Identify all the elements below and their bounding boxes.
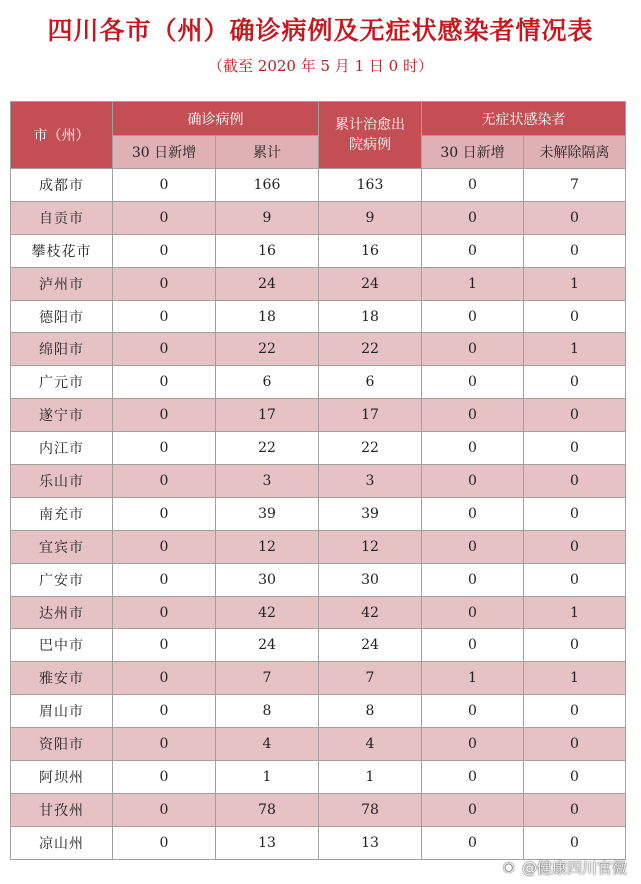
cell-cured: 24 xyxy=(319,267,422,300)
cell-asym-iso: 0 xyxy=(524,432,626,465)
table-row xyxy=(11,629,626,662)
cell-new: 0 xyxy=(113,300,216,333)
cell-city: 成都市 xyxy=(11,169,113,202)
cell-asym-new: 0 xyxy=(422,596,524,629)
cell-asym-iso: 0 xyxy=(524,234,626,267)
cell-total: 39 xyxy=(216,497,319,530)
cell-city: 阿坝州 xyxy=(11,761,113,794)
cell-asym-new: 0 xyxy=(422,465,524,498)
cell-total: 7 xyxy=(216,662,319,695)
cell-new: 0 xyxy=(113,761,216,794)
col-header-city: 市（州） xyxy=(11,102,113,169)
cell-cured: 7 xyxy=(319,662,422,695)
cell-new: 0 xyxy=(113,695,216,728)
cell-total: 9 xyxy=(216,201,319,234)
table-row xyxy=(11,563,626,596)
cell-total: 16 xyxy=(216,234,319,267)
page-subtitle: （截至 2020 年 5 月 1 日 0 时） xyxy=(208,57,433,75)
group-header-confirmed: 确诊病例 xyxy=(113,102,319,136)
table-row xyxy=(11,432,626,465)
cell-asym-new: 0 xyxy=(422,497,524,530)
table-row xyxy=(11,793,626,826)
cell-asym-iso: 0 xyxy=(524,201,626,234)
cell-cured: 12 xyxy=(319,530,422,563)
cell-cured: 24 xyxy=(319,629,422,662)
table-row xyxy=(11,169,626,202)
cell-asym-iso: 0 xyxy=(524,465,626,498)
cell-new: 0 xyxy=(113,333,216,366)
cell-asym-iso: 0 xyxy=(524,629,626,662)
cell-cured: 8 xyxy=(319,695,422,728)
table-header xyxy=(11,102,626,169)
weibo-icon: ◉ xyxy=(502,859,515,875)
cell-cured: 16 xyxy=(319,234,422,267)
cell-asym-iso: 0 xyxy=(524,761,626,794)
cell-asym-new: 0 xyxy=(422,201,524,234)
cell-city: 德阳市 xyxy=(11,300,113,333)
cell-new: 0 xyxy=(113,169,216,202)
cell-total: 3 xyxy=(216,465,319,498)
cell-cured: 39 xyxy=(319,497,422,530)
watermark xyxy=(503,857,627,878)
cell-cured: 78 xyxy=(319,793,422,826)
cell-new: 0 xyxy=(113,728,216,761)
table-row xyxy=(11,596,626,629)
cell-new: 0 xyxy=(113,793,216,826)
cell-asym-iso: 0 xyxy=(524,563,626,596)
case-table xyxy=(10,101,626,860)
cell-new: 0 xyxy=(113,399,216,432)
case-table-container xyxy=(10,101,625,860)
group-header-asymptomatic: 无症状感染者 xyxy=(422,102,626,136)
cell-asym-new: 1 xyxy=(422,267,524,300)
cell-asym-iso: 7 xyxy=(524,169,626,202)
cell-city: 眉山市 xyxy=(11,695,113,728)
cell-asym-new: 0 xyxy=(422,629,524,662)
cell-cured: 6 xyxy=(319,366,422,399)
cell-total: 8 xyxy=(216,695,319,728)
cell-total: 6 xyxy=(216,366,319,399)
table-row xyxy=(11,366,626,399)
cell-city: 自贡市 xyxy=(11,201,113,234)
cell-asym-new: 0 xyxy=(422,695,524,728)
cell-total: 1 xyxy=(216,761,319,794)
col-header-cured xyxy=(319,102,422,169)
cell-asym-iso: 1 xyxy=(524,333,626,366)
cell-total: 22 xyxy=(216,432,319,465)
cell-new: 0 xyxy=(113,432,216,465)
cell-asym-iso: 0 xyxy=(524,497,626,530)
page-title: 四川各市（州）确诊病例及无症状感染者情况表 xyxy=(47,16,594,45)
cell-asym-new: 0 xyxy=(422,169,524,202)
cell-asym-new: 0 xyxy=(422,793,524,826)
cell-city: 南充市 xyxy=(11,497,113,530)
table-row xyxy=(11,234,626,267)
cell-total: 30 xyxy=(216,563,319,596)
cell-asym-iso: 0 xyxy=(524,399,626,432)
cell-total: 78 xyxy=(216,793,319,826)
cell-asym-new: 0 xyxy=(422,300,524,333)
cell-cured: 1 xyxy=(319,761,422,794)
col-header-new-30: 30 日新增 xyxy=(113,136,216,169)
cell-city: 内江市 xyxy=(11,432,113,465)
cell-asym-iso: 0 xyxy=(524,826,626,859)
table-row xyxy=(11,399,626,432)
cell-asym-iso: 0 xyxy=(524,695,626,728)
cell-cured: 17 xyxy=(319,399,422,432)
cell-city: 达州市 xyxy=(11,596,113,629)
cell-total: 12 xyxy=(216,530,319,563)
cell-asym-new: 0 xyxy=(422,366,524,399)
cell-new: 0 xyxy=(113,267,216,300)
cell-cured: 13 xyxy=(319,826,422,859)
cell-city: 遂宁市 xyxy=(11,399,113,432)
col-header-cumulative: 累计 xyxy=(216,136,319,169)
cell-cured: 9 xyxy=(319,201,422,234)
table-row xyxy=(11,300,626,333)
cell-city: 泸州市 xyxy=(11,267,113,300)
cell-total: 24 xyxy=(216,629,319,662)
cell-asym-new: 0 xyxy=(422,826,524,859)
table-row xyxy=(11,267,626,300)
cell-asym-iso: 1 xyxy=(524,596,626,629)
table-row xyxy=(11,761,626,794)
table-row xyxy=(11,497,626,530)
cell-asym-new: 0 xyxy=(422,530,524,563)
cell-cured: 22 xyxy=(319,333,422,366)
cell-asym-iso: 0 xyxy=(524,728,626,761)
cell-total: 42 xyxy=(216,596,319,629)
cell-asym-new: 0 xyxy=(422,432,524,465)
table-row xyxy=(11,826,626,859)
table-row xyxy=(11,333,626,366)
cell-city: 绵阳市 xyxy=(11,333,113,366)
cell-new: 0 xyxy=(113,530,216,563)
cell-asym-iso: 0 xyxy=(524,300,626,333)
cell-total: 4 xyxy=(216,728,319,761)
cell-cured: 42 xyxy=(319,596,422,629)
cell-new: 0 xyxy=(113,629,216,662)
cell-city: 凉山州 xyxy=(11,826,113,859)
cell-asym-iso: 1 xyxy=(524,267,626,300)
cell-asym-new: 0 xyxy=(422,563,524,596)
cell-new: 0 xyxy=(113,201,216,234)
cell-city: 攀枝花市 xyxy=(11,234,113,267)
cell-city: 资阳市 xyxy=(11,728,113,761)
cell-city: 广元市 xyxy=(11,366,113,399)
cell-asym-iso: 0 xyxy=(524,366,626,399)
cell-total: 13 xyxy=(216,826,319,859)
cell-city: 巴中市 xyxy=(11,629,113,662)
table-row xyxy=(11,695,626,728)
cell-new: 0 xyxy=(113,497,216,530)
cell-asym-new: 0 xyxy=(422,234,524,267)
cell-total: 17 xyxy=(216,399,319,432)
cell-city: 甘孜州 xyxy=(11,793,113,826)
cell-new: 0 xyxy=(113,563,216,596)
cell-asym-iso: 0 xyxy=(524,793,626,826)
table-body xyxy=(11,169,626,860)
cell-city: 宜宾市 xyxy=(11,530,113,563)
cell-cured: 3 xyxy=(319,465,422,498)
cell-cured: 22 xyxy=(319,432,422,465)
watermark-text: @健康四川官微 xyxy=(521,859,627,877)
cell-new: 0 xyxy=(113,596,216,629)
cell-asym-new: 0 xyxy=(422,399,524,432)
col-header-asym-unreleased: 未解除隔离 xyxy=(524,136,626,169)
cell-city: 雅安市 xyxy=(11,662,113,695)
table-row xyxy=(11,465,626,498)
table-row xyxy=(11,201,626,234)
cell-total: 18 xyxy=(216,300,319,333)
cell-new: 0 xyxy=(113,662,216,695)
cell-new: 0 xyxy=(113,465,216,498)
cell-cured: 30 xyxy=(319,563,422,596)
cell-cured: 163 xyxy=(319,169,422,202)
cell-total: 24 xyxy=(216,267,319,300)
cell-city: 广安市 xyxy=(11,563,113,596)
col-header-cured-text: 累计治愈出院病例 xyxy=(335,117,405,153)
cell-city: 乐山市 xyxy=(11,465,113,498)
cell-total: 22 xyxy=(216,333,319,366)
cell-new: 0 xyxy=(113,826,216,859)
table-row xyxy=(11,530,626,563)
cell-asym-iso: 1 xyxy=(524,662,626,695)
cell-total: 166 xyxy=(216,169,319,202)
cell-asym-new: 0 xyxy=(422,761,524,794)
cell-asym-new: 1 xyxy=(422,662,524,695)
cell-cured: 4 xyxy=(319,728,422,761)
cell-new: 0 xyxy=(113,366,216,399)
cell-asym-new: 0 xyxy=(422,333,524,366)
cell-asym-iso: 0 xyxy=(524,530,626,563)
cell-asym-new: 0 xyxy=(422,728,524,761)
table-row xyxy=(11,662,626,695)
cell-new: 0 xyxy=(113,234,216,267)
col-header-asym-new-30: 30 日新增 xyxy=(422,136,524,169)
table-row xyxy=(11,728,626,761)
cell-cured: 18 xyxy=(319,300,422,333)
